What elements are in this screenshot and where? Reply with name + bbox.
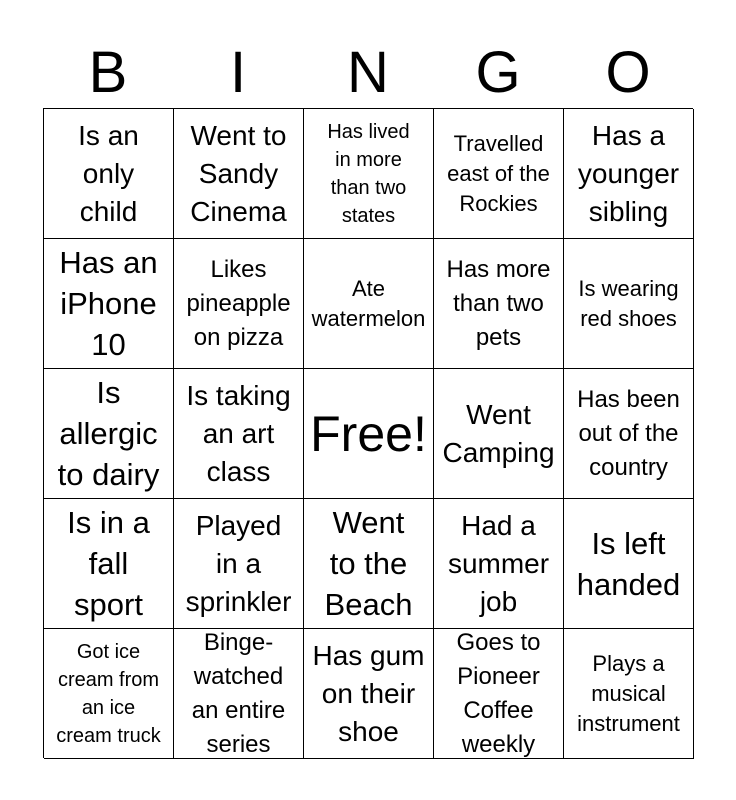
bingo-cell[interactable]: Had a summer job [434, 499, 564, 629]
bingo-cell[interactable]: Got ice cream from an ice cream truck [44, 629, 174, 759]
bingo-cell[interactable]: Ate watermelon [304, 239, 434, 369]
bingo-cell[interactable]: Has gum on their shoe [304, 629, 434, 759]
header-letter-n: N [347, 40, 389, 105]
header-letter-i: I [229, 40, 247, 105]
bingo-cell[interactable]: Travelled east of the Rockies [434, 109, 564, 239]
bingo-cell[interactable]: Is left handed [564, 499, 694, 629]
bingo-cell[interactable]: Went to the Beach [304, 499, 434, 629]
bingo-cell[interactable]: Is in a fall sport [44, 499, 174, 629]
bingo-cell[interactable]: Binge- watched an entire series [174, 629, 304, 759]
bingo-cell[interactable]: Went Camping [434, 369, 564, 499]
bingo-cell[interactable]: Has been out of the country [564, 369, 694, 499]
bingo-cell[interactable]: Went to Sandy Cinema [174, 109, 304, 239]
bingo-cell[interactable]: Is wearing red shoes [564, 239, 694, 369]
bingo-card [43, 108, 693, 758]
bingo-cell[interactable]: Plays a musical instrument [564, 629, 694, 759]
header-letter-o: O [605, 40, 651, 105]
bingo-cell[interactable]: Has more than two pets [434, 239, 564, 369]
header-letter-g: G [475, 40, 521, 105]
bingo-header [43, 40, 693, 106]
free-space[interactable]: Free! [304, 369, 434, 499]
header-letter-b: B [88, 40, 128, 105]
bingo-cell[interactable]: Has lived in more than two states [304, 109, 434, 239]
bingo-cell[interactable]: Has an iPhone 10 [44, 239, 174, 369]
bingo-cell[interactable]: Is taking an art class [174, 369, 304, 499]
bingo-cell[interactable]: Has a younger sibling [564, 109, 694, 239]
bingo-cell[interactable]: Likes pineapple on pizza [174, 239, 304, 369]
bingo-cell[interactable]: Played in a sprinkler [174, 499, 304, 629]
bingo-cell[interactable]: Is allergic to dairy [44, 369, 174, 499]
bingo-cell[interactable]: Goes to Pioneer Coffee weekly [434, 629, 564, 759]
bingo-cell[interactable]: Is an only child [44, 109, 174, 239]
